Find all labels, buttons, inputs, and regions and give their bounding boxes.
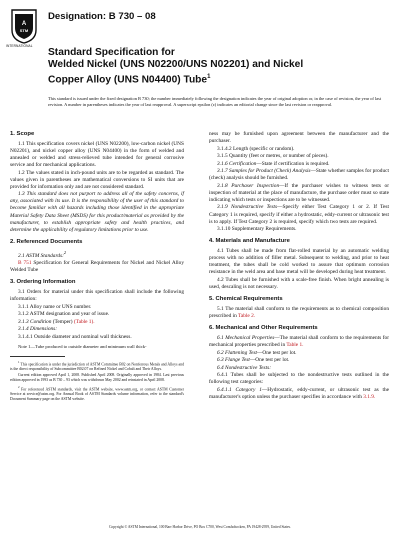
para-3-1-7 <box>209 168 389 182</box>
footnote-2-mark: 2 <box>18 384 20 389</box>
title-line-3 <box>48 71 388 86</box>
para-3-1-8 <box>209 183 389 204</box>
para-6-3 <box>209 357 389 364</box>
para-3-1-5: 3.1.5 Quantity (feet or metres, or number of pieces). <box>217 153 329 160</box>
para-5-1-text: 5.1 The material shall conform to the requirements as to chemical composition prescribed in <box>209 306 389 320</box>
continued-text: ness may be furnished upon agreement between the manufacturer and the purchaser. <box>209 131 389 145</box>
para-6-1 <box>209 335 389 349</box>
footnote-mark-2: 2 <box>63 249 67 255</box>
para-3-1-1: 3.1.1 Alloy name or UNS number. <box>18 303 92 310</box>
para-3-1-4-2: 3.1.4.2 Length (specific or random). <box>217 145 295 152</box>
para-3-1-4-1: 3.1.4.1 Outside diameter and nominal wall thickness. <box>18 333 132 340</box>
para-4-2: 4.2 Tubes shall be furnished with a scale-free finish. When bright annealing is used, descaling is not necessary. <box>209 276 389 290</box>
para-6-2-rest: —One test per lot. <box>257 349 297 356</box>
para-3-1-9-rest: —Specify either Test Category 1 or 2. If Test Category 1 is required, specify if either a hydrostatic, eddy-current or ultrasonic test is to apply. If Test Category 2 is required, specify which two tests are required. <box>209 204 389 225</box>
footnote-2 <box>10 385 184 402</box>
para-3-1-6-label: 3.1.6 Certification <box>217 160 257 167</box>
para-6-3-rest: —One test per lot. <box>249 357 290 364</box>
title-line-1: Standard Specification for <box>48 47 175 58</box>
para-3-1-3-label: 3.1.3 Condition <box>18 318 52 325</box>
para-6-4: 6.4 Nondestructive Tests: <box>217 364 271 371</box>
right-column <box>209 131 389 402</box>
table-1-link[interactable]: (Table 1). <box>73 318 95 325</box>
footnote-1-b: Current edition approved April 1, 2008. Published April 2008. Originally approved in 1984. Last previous edition approved in 1993 as B 730 – 93 which was withdrawn May 2002 and reinstated in April 2008. <box>10 373 184 383</box>
note-1: Note 1—Tube produced to outside diameter and minimum wall thick- <box>18 344 147 349</box>
ref-b751-link[interactable]: B 751 <box>18 260 32 267</box>
svg-text:STM: STM <box>19 28 29 33</box>
designation: Designation: B 730 – 08 <box>48 11 156 22</box>
para-3-1-7-rest: —State whether samples for product (check) analysis should be furnished. <box>209 168 389 182</box>
para-6-3-label: 6.3 Flange Test <box>217 357 250 364</box>
para-3-1-8-label: 3.1.8 Purchaser Inspection <box>217 182 280 189</box>
ref-b751-text: Specification for General Requirements for Nickel and Nickel Alloy Welded Tube <box>10 260 185 274</box>
para-3-1-6-rest: —State if certification is required. <box>256 160 330 167</box>
ref-b751 <box>10 260 184 274</box>
title-line-2: Welded Nickel (UNS N02200/UNS N02201) and Nickel <box>48 59 304 70</box>
footnote-1-mark: 1 <box>18 359 20 364</box>
footnote-2-text: For referenced ASTM standards, visit the ASTM website, www.astm.org, or contact ASTM Customer Service at service@astm.org. For Annual Book of ASTM Standards volume information, refer to the standard's Document Summary page on the ASTM website. <box>10 386 184 401</box>
para-6-2 <box>209 350 389 357</box>
para-6-2-label: 6.2 Flattening Test <box>217 349 258 356</box>
astm-logo-icon <box>10 8 38 44</box>
para-3-1-2: 3.1.2 ASTM designation and year of issue. <box>18 311 110 318</box>
section-5-title: 5. Chemical Requirements <box>209 295 283 302</box>
para-3-1-3 <box>10 319 184 326</box>
para-3-1-10: 3.1.10 Supplementary Requirements. <box>217 226 297 233</box>
section-1-title: 1. Scope <box>10 131 35 137</box>
section-3-1-9-link[interactable]: 3.1.9. <box>363 394 376 401</box>
para-6-4-1: 6.4.1 Tubes shall be subjected to the nondestructive tests outlined in the following test categories: <box>209 372 389 386</box>
intro-paragraph: This standard is issued under the fixed designation B 730; the number immediately following the designation indicates the year of original adoption or, in the case of revision, the year of last revision. A number in parentheses indicates the year of last reapproval. A superscript epsilon (ε) indicates an editorial change since the last revision or reapproval. <box>48 96 382 107</box>
para-3-1-4: 3.1.4 Dimensions: <box>18 326 58 333</box>
copyright-footer: Copyright © ASTM International, 100 Barr Harbor Drive, PO Box C700, West Conshohocken, PA 19428-2959, United States. <box>109 525 291 529</box>
para-3-1-9 <box>209 204 389 225</box>
footnote-divider <box>10 356 65 357</box>
para-3-1-8-rest: —If the purchaser wishes to witness tests or inspection of material at the place of manufacture, the purchase order must so state indicating which tests or inspections are to be witnessed. <box>209 182 389 203</box>
footnote-1 <box>10 360 184 372</box>
para-6-4-1-1 <box>209 387 389 401</box>
section-2-title: 2. Referenced Documents <box>10 238 83 245</box>
table-2-link[interactable]: Table 2. <box>238 313 256 320</box>
para-4-1: 4.1 Tubes shall be made from flat-rolled material by an automatic welding process with no addition of filler metal. Subsequent to welding, and prior to heat treatment, the tubes shall be cold worked to assure that optimum corrosion resistance in the weld area and base metal will be developed during heat treatment. <box>209 248 389 276</box>
footnote-1-text: This specification is under the jurisdiction of ASTM Committee B02 on Nonferrous Metals and Alloys and is the direct responsibility of Subcommittee B02.07 on Refined Nickel and Cobalt and Their Alloys. <box>10 362 184 371</box>
para-1-1: 1.1 This specification covers nickel (UNS N02200), low-carbon nickel (UNS N02201), and nickel copper alloy (UNS N04400) in the form of welded and annealed or welded and stress-relieved tube intended for general corrosive service and for mechanical applications. <box>10 141 184 169</box>
page-title <box>48 47 388 86</box>
table-1-link-2[interactable]: Table 1. <box>286 342 304 349</box>
para-3-1-6 <box>209 161 389 168</box>
para-6-1-label: 6.1 Mechanical Properties <box>217 335 275 342</box>
title-line-3-text: Copper Alloy (UNS N04400) Tube <box>48 74 208 86</box>
para-2-1 <box>10 249 184 260</box>
para-6-4-1-1-rest: —Hydrostatic, eddy-current, or ultrasonic test as the manufacturer's option unless the purchaser specifies in accordance with <box>209 387 389 401</box>
para-6-4-1-1-label: 6.4.1.1 Category 1 <box>217 387 262 393</box>
para-2-1-text: 2.1 ASTM Standards: <box>18 252 64 259</box>
logo-caption: INTERNATIONAL <box>6 44 33 48</box>
para-6-1-rest: —The material shall conform to the requirements for mechanical properties prescribed in <box>209 335 389 349</box>
left-column <box>10 131 184 403</box>
para-3-1-9-label: 3.1.9 Nondestructive Tests <box>217 204 278 211</box>
para-3-1-7-label: 3.1.7 Samples for Product (Check) Analysis <box>217 168 311 175</box>
para-3-1-3-rest: (Temper) <box>52 318 73 325</box>
para-5-1 <box>209 306 389 320</box>
para-1-3: 1.3 This standard does not purport to address all of the safety concerns, if any, associated with its use. It is the responsibility of the user of this standard to become familiar with all hazards including those identified in the appropriate Material Safety Data Sheet (MSDS) for this product/material as provided by the manufacturer, to establish appropriate safety and health practices, and determine the applicability of regulatory limitations prior to use. <box>10 191 184 233</box>
section-3-title: 3. Ordering Information <box>10 279 76 286</box>
section-4-title: 4. Materials and Manufacture <box>209 238 290 245</box>
title-footnote-mark: 1 <box>207 74 211 80</box>
section-6-title: 6. Mechanical and Other Requirements <box>209 325 318 332</box>
para-1-2: 1.2 The values stated in inch-pound units are to be regarded as standard. The values given in parentheses are mathematical conversions to SI units that are provided for information only and are not considered standard. <box>10 169 184 190</box>
svg-text:A: A <box>21 21 27 27</box>
para-3-1: 3.1 Orders for material under this specification shall include the following information: <box>10 289 184 303</box>
